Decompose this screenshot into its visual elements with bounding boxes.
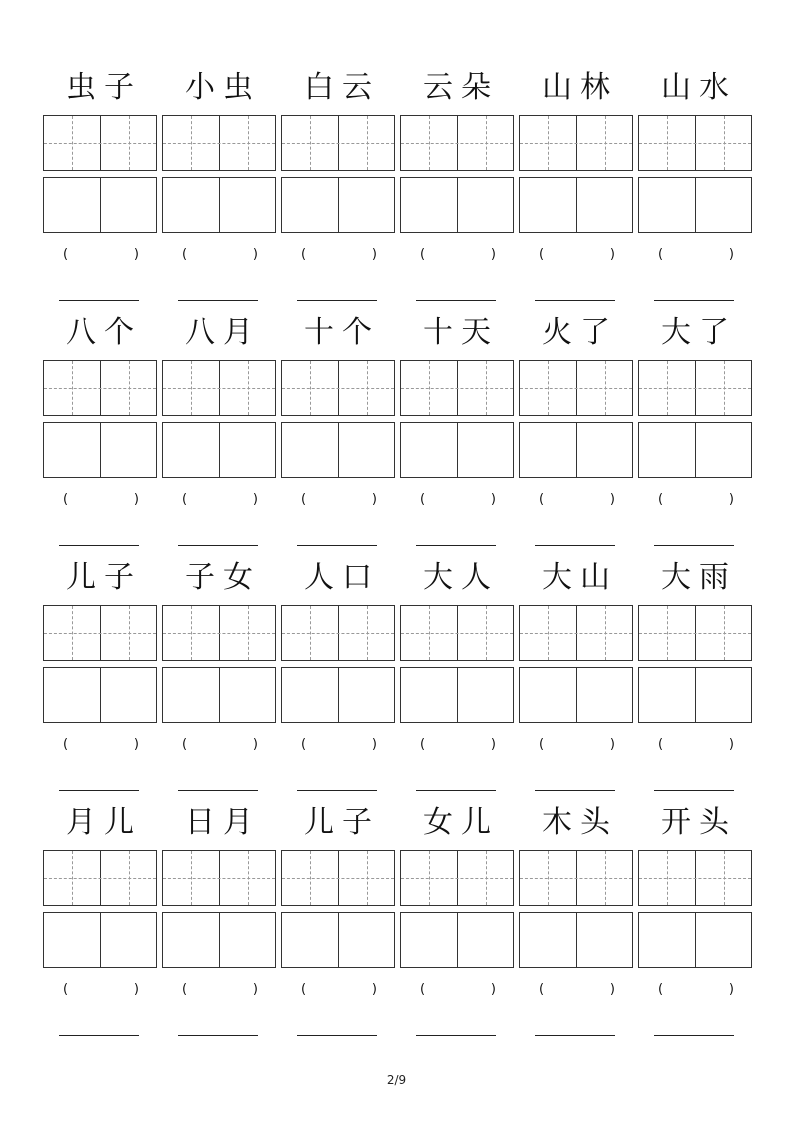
grid-guide xyxy=(282,388,394,389)
grid-divider xyxy=(457,913,458,967)
grid-divider xyxy=(219,913,220,967)
grid-guide xyxy=(520,143,632,144)
pinyin-answer-slot[interactable] xyxy=(519,980,633,1000)
grid-guide xyxy=(520,633,632,634)
answer-blank-line[interactable] xyxy=(654,1035,734,1036)
pinyin-answer-slot[interactable] xyxy=(400,980,514,1000)
writing-box[interactable] xyxy=(162,667,276,723)
tianzige-writing-box[interactable] xyxy=(400,605,514,661)
grid-guide xyxy=(639,388,751,389)
answer-blank-line[interactable] xyxy=(535,300,615,301)
grid-divider xyxy=(457,178,458,232)
answer-blank-line[interactable] xyxy=(535,790,615,791)
right-paren: ) xyxy=(133,247,139,262)
right-paren: ) xyxy=(490,247,496,262)
left-paren: ( xyxy=(63,982,69,997)
word-label: 十个 xyxy=(304,315,380,350)
grid-guide xyxy=(163,388,275,389)
right-paren: ) xyxy=(371,737,377,752)
answer-blank-line[interactable] xyxy=(654,300,734,301)
right-paren: ) xyxy=(609,737,615,752)
word-cell xyxy=(519,559,633,809)
answer-blank-line[interactable] xyxy=(416,790,496,791)
pinyin-answer-slot[interactable] xyxy=(43,490,157,510)
writing-box[interactable] xyxy=(281,422,395,478)
word-cell xyxy=(43,69,157,319)
answer-blank-line[interactable] xyxy=(59,300,139,301)
pinyin-answer-slot[interactable] xyxy=(638,735,752,755)
pinyin-answer-slot[interactable] xyxy=(638,980,752,1000)
word-label: 女儿 xyxy=(423,805,499,840)
grid-guide xyxy=(282,633,394,634)
right-paren: ) xyxy=(252,982,258,997)
grid-guide xyxy=(44,633,156,634)
answer-blank-line[interactable] xyxy=(178,790,258,791)
word-cell xyxy=(162,559,276,809)
grid-divider xyxy=(695,913,696,967)
tianzige-writing-box[interactable] xyxy=(162,115,276,171)
word-label: 火了 xyxy=(542,315,618,350)
answer-blank-line[interactable] xyxy=(416,545,496,546)
left-paren: ( xyxy=(658,737,664,752)
writing-box[interactable] xyxy=(400,177,514,233)
grid-divider xyxy=(219,668,220,722)
word-cell xyxy=(281,69,395,319)
word-cell xyxy=(162,69,276,319)
answer-blank-line[interactable] xyxy=(297,1035,377,1036)
writing-box[interactable] xyxy=(43,667,157,723)
left-paren: ( xyxy=(420,247,426,262)
grid-divider xyxy=(100,423,101,477)
grid-divider xyxy=(576,423,577,477)
left-paren: ( xyxy=(182,737,188,752)
grid-guide xyxy=(401,633,513,634)
pinyin-answer-slot[interactable] xyxy=(281,490,395,510)
right-paren: ) xyxy=(728,737,734,752)
right-paren: ) xyxy=(490,737,496,752)
answer-blank-line[interactable] xyxy=(535,545,615,546)
word-cell xyxy=(281,314,395,564)
tianzige-writing-box[interactable] xyxy=(519,605,633,661)
right-paren: ) xyxy=(133,982,139,997)
answer-blank-line[interactable] xyxy=(178,300,258,301)
grid-guide xyxy=(639,143,751,144)
grid-divider xyxy=(457,668,458,722)
word-cell xyxy=(638,804,752,1054)
answer-blank-line[interactable] xyxy=(654,790,734,791)
left-paren: ( xyxy=(63,737,69,752)
grid-guide xyxy=(401,388,513,389)
left-paren: ( xyxy=(420,982,426,997)
left-paren: ( xyxy=(539,492,545,507)
word-row xyxy=(43,69,755,319)
word-label: 大人 xyxy=(423,560,499,595)
grid-guide xyxy=(282,143,394,144)
grid-divider xyxy=(219,423,220,477)
word-label: 小虫 xyxy=(185,70,261,105)
word-cell xyxy=(400,804,514,1054)
writing-box[interactable] xyxy=(400,667,514,723)
tianzige-writing-box[interactable] xyxy=(281,605,395,661)
tianzige-writing-box[interactable] xyxy=(43,115,157,171)
tianzige-writing-box[interactable] xyxy=(43,360,157,416)
right-paren: ) xyxy=(728,247,734,262)
writing-box[interactable] xyxy=(162,422,276,478)
word-label: 虫子 xyxy=(66,70,142,105)
word-label: 大雨 xyxy=(661,560,737,595)
answer-blank-line[interactable] xyxy=(59,790,139,791)
writing-box[interactable] xyxy=(519,422,633,478)
right-paren: ) xyxy=(609,247,615,262)
writing-box[interactable] xyxy=(281,177,395,233)
left-paren: ( xyxy=(63,247,69,262)
tianzige-writing-box[interactable] xyxy=(638,850,752,906)
answer-blank-line[interactable] xyxy=(297,545,377,546)
pinyin-answer-slot[interactable] xyxy=(162,735,276,755)
word-label: 儿子 xyxy=(304,805,380,840)
grid-guide xyxy=(163,633,275,634)
word-label: 大了 xyxy=(661,315,737,350)
right-paren: ) xyxy=(252,737,258,752)
word-row xyxy=(43,804,755,1054)
answer-blank-line[interactable] xyxy=(178,545,258,546)
grid-divider xyxy=(338,423,339,477)
grid-guide xyxy=(639,633,751,634)
word-label: 子女 xyxy=(185,560,261,595)
answer-blank-line[interactable] xyxy=(297,300,377,301)
tianzige-writing-box[interactable] xyxy=(400,360,514,416)
word-label: 八个 xyxy=(66,315,142,350)
writing-box[interactable] xyxy=(281,667,395,723)
word-label: 木头 xyxy=(542,805,618,840)
pinyin-answer-slot[interactable] xyxy=(43,245,157,265)
left-paren: ( xyxy=(63,492,69,507)
word-label: 月儿 xyxy=(66,805,142,840)
writing-box[interactable] xyxy=(162,912,276,968)
writing-box[interactable] xyxy=(519,667,633,723)
word-cell xyxy=(400,559,514,809)
answer-blank-line[interactable] xyxy=(416,1035,496,1036)
right-paren: ) xyxy=(133,737,139,752)
word-label: 十天 xyxy=(423,315,499,350)
word-cell xyxy=(162,314,276,564)
right-paren: ) xyxy=(728,982,734,997)
left-paren: ( xyxy=(182,247,188,262)
grid-guide xyxy=(44,143,156,144)
right-paren: ) xyxy=(609,492,615,507)
answer-blank-line[interactable] xyxy=(178,1035,258,1036)
tianzige-writing-box[interactable] xyxy=(638,360,752,416)
pinyin-answer-slot[interactable] xyxy=(519,490,633,510)
word-cell xyxy=(400,69,514,319)
pinyin-answer-slot[interactable] xyxy=(400,245,514,265)
right-paren: ) xyxy=(371,247,377,262)
left-paren: ( xyxy=(301,982,307,997)
word-cell xyxy=(281,804,395,1054)
grid-guide xyxy=(639,878,751,879)
grid-guide xyxy=(520,388,632,389)
tianzige-writing-box[interactable] xyxy=(519,115,633,171)
grid-guide xyxy=(282,878,394,879)
word-cell xyxy=(162,804,276,1054)
writing-box[interactable] xyxy=(400,422,514,478)
word-label: 日月 xyxy=(185,805,261,840)
pinyin-answer-slot[interactable] xyxy=(281,735,395,755)
grid-guide xyxy=(401,143,513,144)
writing-box[interactable] xyxy=(281,912,395,968)
grid-guide xyxy=(520,878,632,879)
pinyin-answer-slot[interactable] xyxy=(281,980,395,1000)
writing-box[interactable] xyxy=(638,422,752,478)
grid-divider xyxy=(576,178,577,232)
left-paren: ( xyxy=(420,492,426,507)
right-paren: ) xyxy=(728,492,734,507)
left-paren: ( xyxy=(658,247,664,262)
word-cell xyxy=(43,559,157,809)
right-paren: ) xyxy=(371,982,377,997)
writing-box[interactable] xyxy=(43,177,157,233)
left-paren: ( xyxy=(420,737,426,752)
left-paren: ( xyxy=(301,492,307,507)
writing-box[interactable] xyxy=(162,177,276,233)
word-label: 人口 xyxy=(304,560,380,595)
answer-blank-line[interactable] xyxy=(654,545,734,546)
grid-divider xyxy=(457,423,458,477)
right-paren: ) xyxy=(252,492,258,507)
grid-divider xyxy=(695,178,696,232)
word-label: 开头 xyxy=(661,805,737,840)
grid-divider xyxy=(100,913,101,967)
grid-divider xyxy=(576,668,577,722)
answer-blank-line[interactable] xyxy=(59,545,139,546)
word-cell xyxy=(400,314,514,564)
tianzige-writing-box[interactable] xyxy=(162,360,276,416)
tianzige-writing-box[interactable] xyxy=(400,115,514,171)
tianzige-writing-box[interactable] xyxy=(43,605,157,661)
word-cell xyxy=(638,69,752,319)
pinyin-answer-slot[interactable] xyxy=(162,980,276,1000)
right-paren: ) xyxy=(490,982,496,997)
word-cell xyxy=(281,559,395,809)
writing-box[interactable] xyxy=(400,912,514,968)
grid-divider xyxy=(338,668,339,722)
writing-box[interactable] xyxy=(519,177,633,233)
left-paren: ( xyxy=(182,492,188,507)
left-paren: ( xyxy=(301,737,307,752)
pinyin-answer-slot[interactable] xyxy=(519,735,633,755)
left-paren: ( xyxy=(301,247,307,262)
word-row xyxy=(43,314,755,564)
pinyin-answer-slot[interactable] xyxy=(400,735,514,755)
grid-divider xyxy=(576,913,577,967)
answer-blank-line[interactable] xyxy=(297,790,377,791)
word-cell xyxy=(519,69,633,319)
tianzige-writing-box[interactable] xyxy=(43,850,157,906)
tianzige-writing-box[interactable] xyxy=(281,115,395,171)
right-paren: ) xyxy=(252,247,258,262)
grid-divider xyxy=(338,178,339,232)
writing-box[interactable] xyxy=(638,912,752,968)
left-paren: ( xyxy=(182,982,188,997)
tianzige-writing-box[interactable] xyxy=(281,360,395,416)
word-label: 大山 xyxy=(542,560,618,595)
grid-divider xyxy=(338,913,339,967)
word-label: 山林 xyxy=(542,70,618,105)
left-paren: ( xyxy=(539,737,545,752)
pinyin-answer-slot[interactable] xyxy=(43,735,157,755)
word-label: 云朵 xyxy=(423,70,499,105)
right-paren: ) xyxy=(490,492,496,507)
word-cell xyxy=(638,314,752,564)
tianzige-writing-box[interactable] xyxy=(162,605,276,661)
word-label: 山水 xyxy=(661,70,737,105)
tianzige-writing-box[interactable] xyxy=(519,360,633,416)
answer-blank-line[interactable] xyxy=(59,1035,139,1036)
writing-box[interactable] xyxy=(43,422,157,478)
grid-guide xyxy=(163,878,275,879)
left-paren: ( xyxy=(658,492,664,507)
pinyin-answer-slot[interactable] xyxy=(638,245,752,265)
word-cell xyxy=(638,559,752,809)
word-cell xyxy=(519,804,633,1054)
pinyin-answer-slot[interactable] xyxy=(400,490,514,510)
tianzige-writing-box[interactable] xyxy=(162,850,276,906)
word-label: 白云 xyxy=(304,70,380,105)
right-paren: ) xyxy=(133,492,139,507)
grid-divider xyxy=(219,178,220,232)
word-cell xyxy=(43,804,157,1054)
word-row xyxy=(43,559,755,809)
right-paren: ) xyxy=(371,492,377,507)
answer-blank-line[interactable] xyxy=(535,1035,615,1036)
writing-box[interactable] xyxy=(638,177,752,233)
word-cell xyxy=(43,314,157,564)
word-label: 八月 xyxy=(185,315,261,350)
writing-box[interactable] xyxy=(638,667,752,723)
left-paren: ( xyxy=(658,982,664,997)
pinyin-answer-slot[interactable] xyxy=(162,245,276,265)
pinyin-answer-slot[interactable] xyxy=(162,490,276,510)
tianzige-writing-box[interactable] xyxy=(638,605,752,661)
grid-divider xyxy=(100,668,101,722)
writing-box[interactable] xyxy=(519,912,633,968)
grid-guide xyxy=(44,388,156,389)
pinyin-answer-slot[interactable] xyxy=(43,980,157,1000)
pinyin-answer-slot[interactable] xyxy=(519,245,633,265)
tianzige-writing-box[interactable] xyxy=(638,115,752,171)
left-paren: ( xyxy=(539,982,545,997)
grid-guide xyxy=(44,878,156,879)
tianzige-writing-box[interactable] xyxy=(519,850,633,906)
page-number: 2/9 xyxy=(386,1073,407,1087)
pinyin-answer-slot[interactable] xyxy=(638,490,752,510)
pinyin-answer-slot[interactable] xyxy=(281,245,395,265)
writing-box[interactable] xyxy=(43,912,157,968)
word-label: 儿子 xyxy=(66,560,142,595)
grid-guide xyxy=(163,143,275,144)
grid-divider xyxy=(100,178,101,232)
tianzige-writing-box[interactable] xyxy=(400,850,514,906)
left-paren: ( xyxy=(539,247,545,262)
grid-divider xyxy=(695,423,696,477)
answer-blank-line[interactable] xyxy=(416,300,496,301)
tianzige-writing-box[interactable] xyxy=(281,850,395,906)
grid-guide xyxy=(401,878,513,879)
grid-divider xyxy=(695,668,696,722)
right-paren: ) xyxy=(609,982,615,997)
word-cell xyxy=(519,314,633,564)
